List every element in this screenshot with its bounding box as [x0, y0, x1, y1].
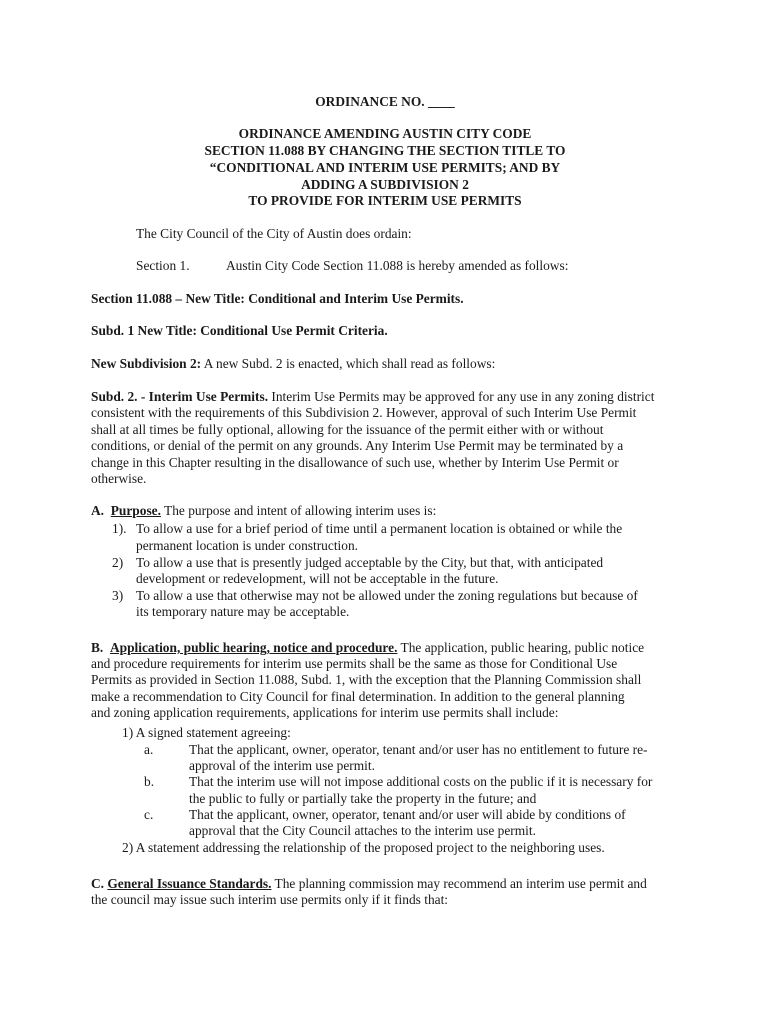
purpose-item-line: To allow a use that is presently judged acceptable by the City, but that, with anticipated — [136, 555, 604, 570]
section1-text: Austin City Code Section 11.088 is hereby amended as follows: — [226, 258, 569, 273]
ordinance-number: ORDINANCE NO. ____ — [315, 94, 455, 109]
purpose-item-line: permanent location is under construction. — [136, 538, 358, 553]
subitem-line: approval that the City Council attaches to the interim use permit. — [189, 823, 536, 838]
application-text: The application, public hearing, public notice — [397, 640, 645, 655]
new-subdivision-line — [91, 356, 495, 372]
subd2-line: otherwise. — [91, 471, 147, 486]
subd2-text: Interim Use Permits may be approved for any use in any zoning district — [268, 389, 655, 404]
subd2-label: Subd. 2. - Interim Use Permits. — [91, 389, 269, 404]
subd2-line: consistent with the requirements of this Subdivision 2. However, approval of such Interim Use Permit — [91, 405, 637, 420]
section1-label: Section 1. — [136, 258, 190, 273]
subitem-line: That the applicant, owner, operator, tenant and/or user has no entitlement to future re- — [189, 742, 648, 757]
application-line: and procedure requirements for interim use permits shall be the same as those for Conditional Use — [91, 656, 618, 671]
subd1-heading: Subd. 1 New Title: Conditional Use Permit Criteria. — [91, 323, 388, 338]
application-item: 2) A statement addressing the relationship of the proposed project to the neighboring uses. — [122, 840, 605, 855]
purpose-item-number: 3) — [112, 588, 124, 603]
subd2-line: conditions, or denial of the permit on any grounds. Any Interim Use Permit may be terminated by a — [91, 438, 624, 453]
purpose-letter: A. — [91, 503, 105, 518]
purpose-item-line: To allow a use for a brief period of time until a permanent location is obtained or while the — [136, 521, 623, 536]
purpose-item-line: To allow a use that otherwise may not be allowed under the zoning regulations but because of — [136, 588, 638, 603]
subitem-letter: b. — [144, 774, 155, 789]
purpose-text: The purpose and intent of allowing interim uses is: — [160, 503, 437, 518]
application-line: Permits as provided in Section 11.088, Subd. 1, with the exception that the Planning Commission shall — [91, 672, 642, 687]
subitem-line: That the interim use will not impose additional costs on the public if it is necessary for — [189, 774, 653, 789]
title-line: TO PROVIDE FOR INTERIM USE PERMITS — [248, 193, 522, 208]
standards-heading — [91, 876, 647, 892]
title-line: ADDING A SUBDIVISION 2 — [301, 177, 469, 192]
subd2-line: change in this Chapter resulting in the disallowance of such use, whether by Interim Use Permit or — [91, 455, 619, 470]
purpose-heading — [91, 503, 436, 519]
standards-title: General Issuance Standards. — [107, 876, 272, 891]
subitem-line: approval of the interim use permit. — [189, 758, 375, 773]
purpose-title: Purpose. — [110, 503, 161, 518]
purpose-item-line: development or redevelopment, will not be acceptable in the future. — [136, 571, 499, 586]
subd2-first-line — [91, 389, 654, 405]
purpose-item-number: 1). — [112, 521, 127, 536]
subitem-letter: c. — [144, 807, 154, 822]
subitem-line: the public to fully or partially take the property in the future; and — [189, 791, 537, 806]
application-line: and zoning application requirements, applications for interim use permits shall include: — [91, 705, 559, 720]
purpose-item-number: 2) — [112, 555, 124, 570]
application-line: make a recommendation to City Council for final determination. In addition to the general planning — [91, 689, 625, 704]
new-subdivision-text: A new Subd. 2 is enacted, which shall read as follows: — [201, 356, 496, 371]
title-line: SECTION 11.088 BY CHANGING THE SECTION TITLE TO — [204, 143, 566, 158]
standards-line: the council may issue such interim use permits only if it finds that: — [91, 892, 449, 907]
application-heading — [91, 640, 644, 656]
section-heading: Section 11.088 – New Title: Conditional and Interim Use Permits. — [91, 291, 464, 306]
application-title: Application, public hearing, notice and procedure. — [109, 640, 398, 655]
subitem-line: That the applicant, owner, operator, tenant and/or user will abide by conditions of — [189, 807, 626, 822]
application-letter: B. — [91, 640, 104, 655]
standards-letter: C. — [91, 876, 105, 891]
subd2-line: shall at all times be fully optional, allowing for the issuance of the permit either with or without — [91, 422, 604, 437]
application-item: 1) A signed statement agreeing: — [122, 725, 291, 740]
ordain-statement: The City Council of the City of Austin does ordain: — [136, 226, 412, 241]
subitem-letter: a. — [144, 742, 154, 757]
title-line: ORDINANCE AMENDING AUSTIN CITY CODE — [238, 126, 532, 141]
new-subdivision-label: New Subdivision 2: — [91, 356, 202, 371]
purpose-item-line: its temporary nature may be acceptable. — [136, 604, 350, 619]
title-line: “CONDITIONAL AND INTERIM USE PERMITS; AND BY — [209, 160, 561, 175]
standards-text: The planning commission may recommend an interim use permit and — [271, 876, 647, 891]
